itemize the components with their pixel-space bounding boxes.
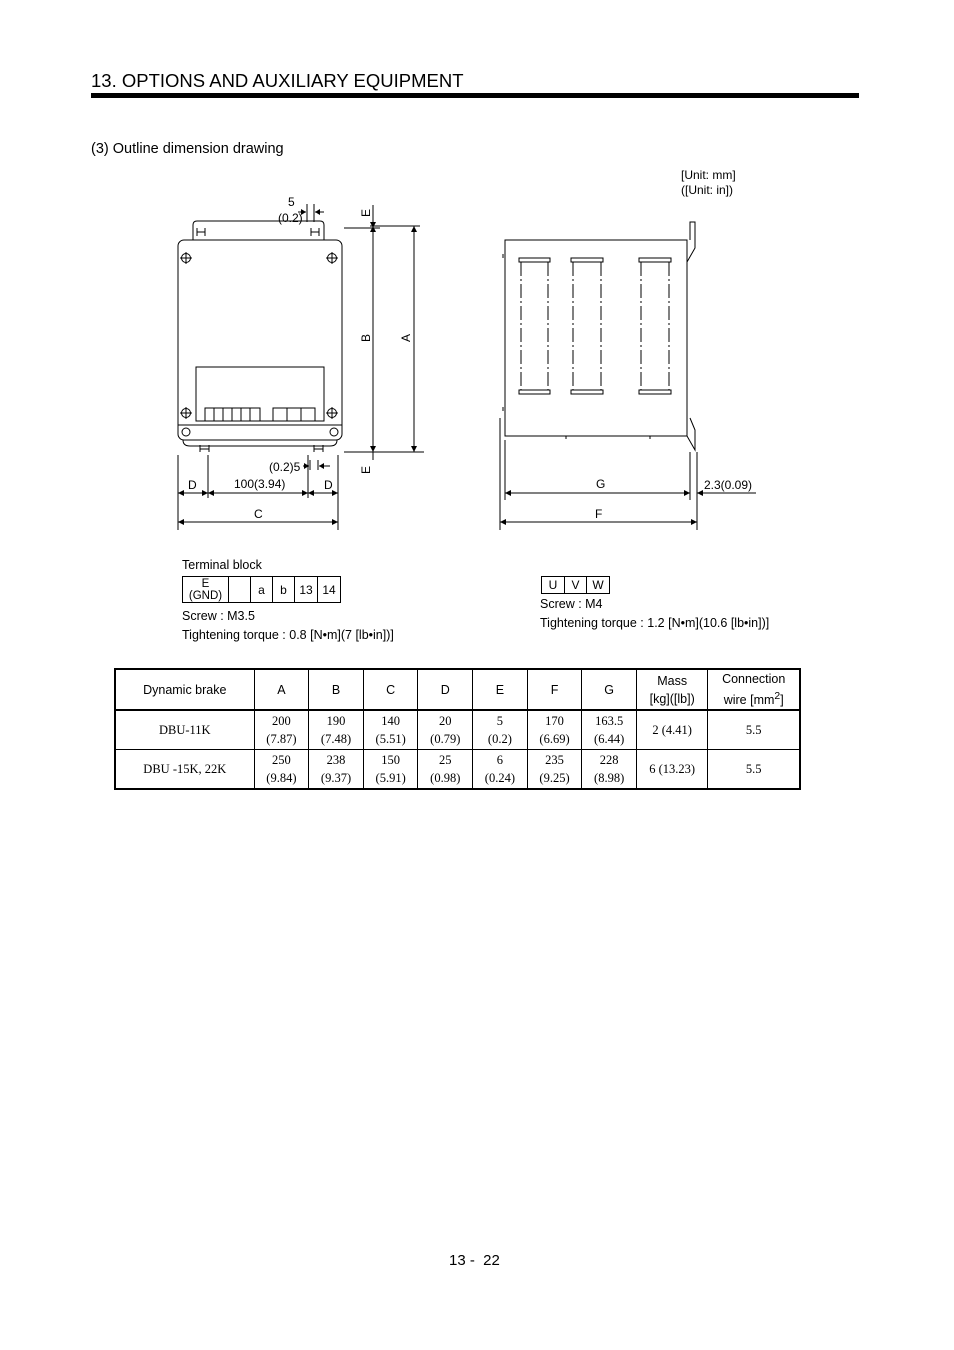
dim-top-gap-mm: 5 (288, 195, 295, 209)
table-row (115, 750, 800, 790)
dim-flange: 2.3(0.09) (704, 478, 753, 492)
cell-wire: 5.5 (708, 710, 800, 750)
terminal-cell-13: 13 (295, 577, 318, 603)
terminal-block-right (541, 576, 610, 594)
cell-a: 200 (7.87) (254, 710, 309, 750)
header-a: A (254, 669, 309, 710)
cell-d: 20 (0.79) (418, 710, 473, 750)
terminal-cell-14: 14 (318, 577, 341, 603)
dim-label-b: B (359, 333, 373, 342)
cell-b: 190 (7.48) (309, 710, 364, 750)
header-g: G (582, 669, 637, 710)
cell-f: 170 (6.69) (527, 710, 582, 750)
terminal-cell-w: W (587, 577, 610, 594)
terminal-block-left (182, 576, 341, 603)
table-row (115, 710, 800, 750)
unit-mm: [Unit: mm] (681, 168, 736, 182)
cell-c: 150 (5.91) (363, 750, 418, 790)
section-title: (3) Outline dimension drawing (91, 141, 284, 157)
terminal-cell-gnd: E (GND) (183, 577, 229, 603)
outline-drawing (0, 0, 954, 560)
dim-label-d-right: D (324, 478, 333, 492)
table-header-row (115, 669, 800, 710)
terminal-cell-a: a (251, 577, 273, 603)
unit-in: ([Unit: in]) (681, 183, 734, 197)
dim-label-g: G (596, 477, 606, 491)
dim-label-c: C (254, 507, 263, 521)
cell-mass: 2 (4.41) (636, 710, 707, 750)
cell-wire: 5.5 (708, 750, 800, 790)
terminal-cell-b: b (273, 577, 295, 603)
dim-label-d-left: D (188, 478, 197, 492)
page-number: 13 - 22 (449, 1252, 500, 1269)
cell-g: 163.5 (6.44) (582, 710, 637, 750)
dim-top-gap-in: (0.2) (278, 211, 303, 225)
cell-g: 228 (8.98) (582, 750, 637, 790)
dim-width-100: 100(3.94) (234, 477, 286, 491)
right-torque-note: Tightening torque : 1.2 [N•m](10.6 [lb•in])] (540, 616, 770, 630)
left-screw-note: Screw : M3.5 (182, 609, 255, 623)
header-b: B (309, 669, 364, 710)
header-c: C (363, 669, 418, 710)
cell-c: 140 (5.51) (363, 710, 418, 750)
cell-f: 235 (9.25) (527, 750, 582, 790)
dim-label-f: F (595, 507, 603, 521)
dim-label-e-top: E (359, 208, 373, 217)
cell-model: DBU -15K, 22K (115, 750, 254, 790)
left-torque-note: Tightening torque : 0.8 [N•m](7 [lb•in])] (182, 628, 394, 642)
terminal-cell-v: V (565, 577, 587, 594)
header-dynamic-brake: Dynamic brake (115, 669, 254, 710)
right-screw-note: Screw : M4 (540, 597, 603, 611)
header-connection-wire: Connection wire $[mm^2]$ (708, 669, 800, 710)
cell-e: 5 (0.2) (473, 710, 528, 750)
cell-e: 6 (0.24) (473, 750, 528, 790)
dim-label-e-bottom: E (359, 465, 373, 474)
cell-b: 238 (9.37) (309, 750, 364, 790)
cell-model: DBU-11K (115, 710, 254, 750)
terminal-block-title: Terminal block (182, 558, 262, 572)
dim-label-a: A (399, 333, 413, 342)
header-f: F (527, 669, 582, 710)
dim-bottom-gap: (0.2)5 (269, 460, 301, 474)
dimension-spec-table (114, 668, 801, 790)
header-mass: Mass [kg]([lb]) (636, 669, 707, 710)
header-d: D (418, 669, 473, 710)
terminal-cell-blank (229, 577, 251, 603)
cell-d: 25 (0.98) (418, 750, 473, 790)
page-header-title: 13. OPTIONS AND AUXILIARY EQUIPMENT (91, 70, 464, 91)
cell-a: 250 (9.84) (254, 750, 309, 790)
cell-mass: 6 (13.23) (636, 750, 707, 790)
header-e: E (473, 669, 528, 710)
terminal-cell-u: U (542, 577, 565, 594)
